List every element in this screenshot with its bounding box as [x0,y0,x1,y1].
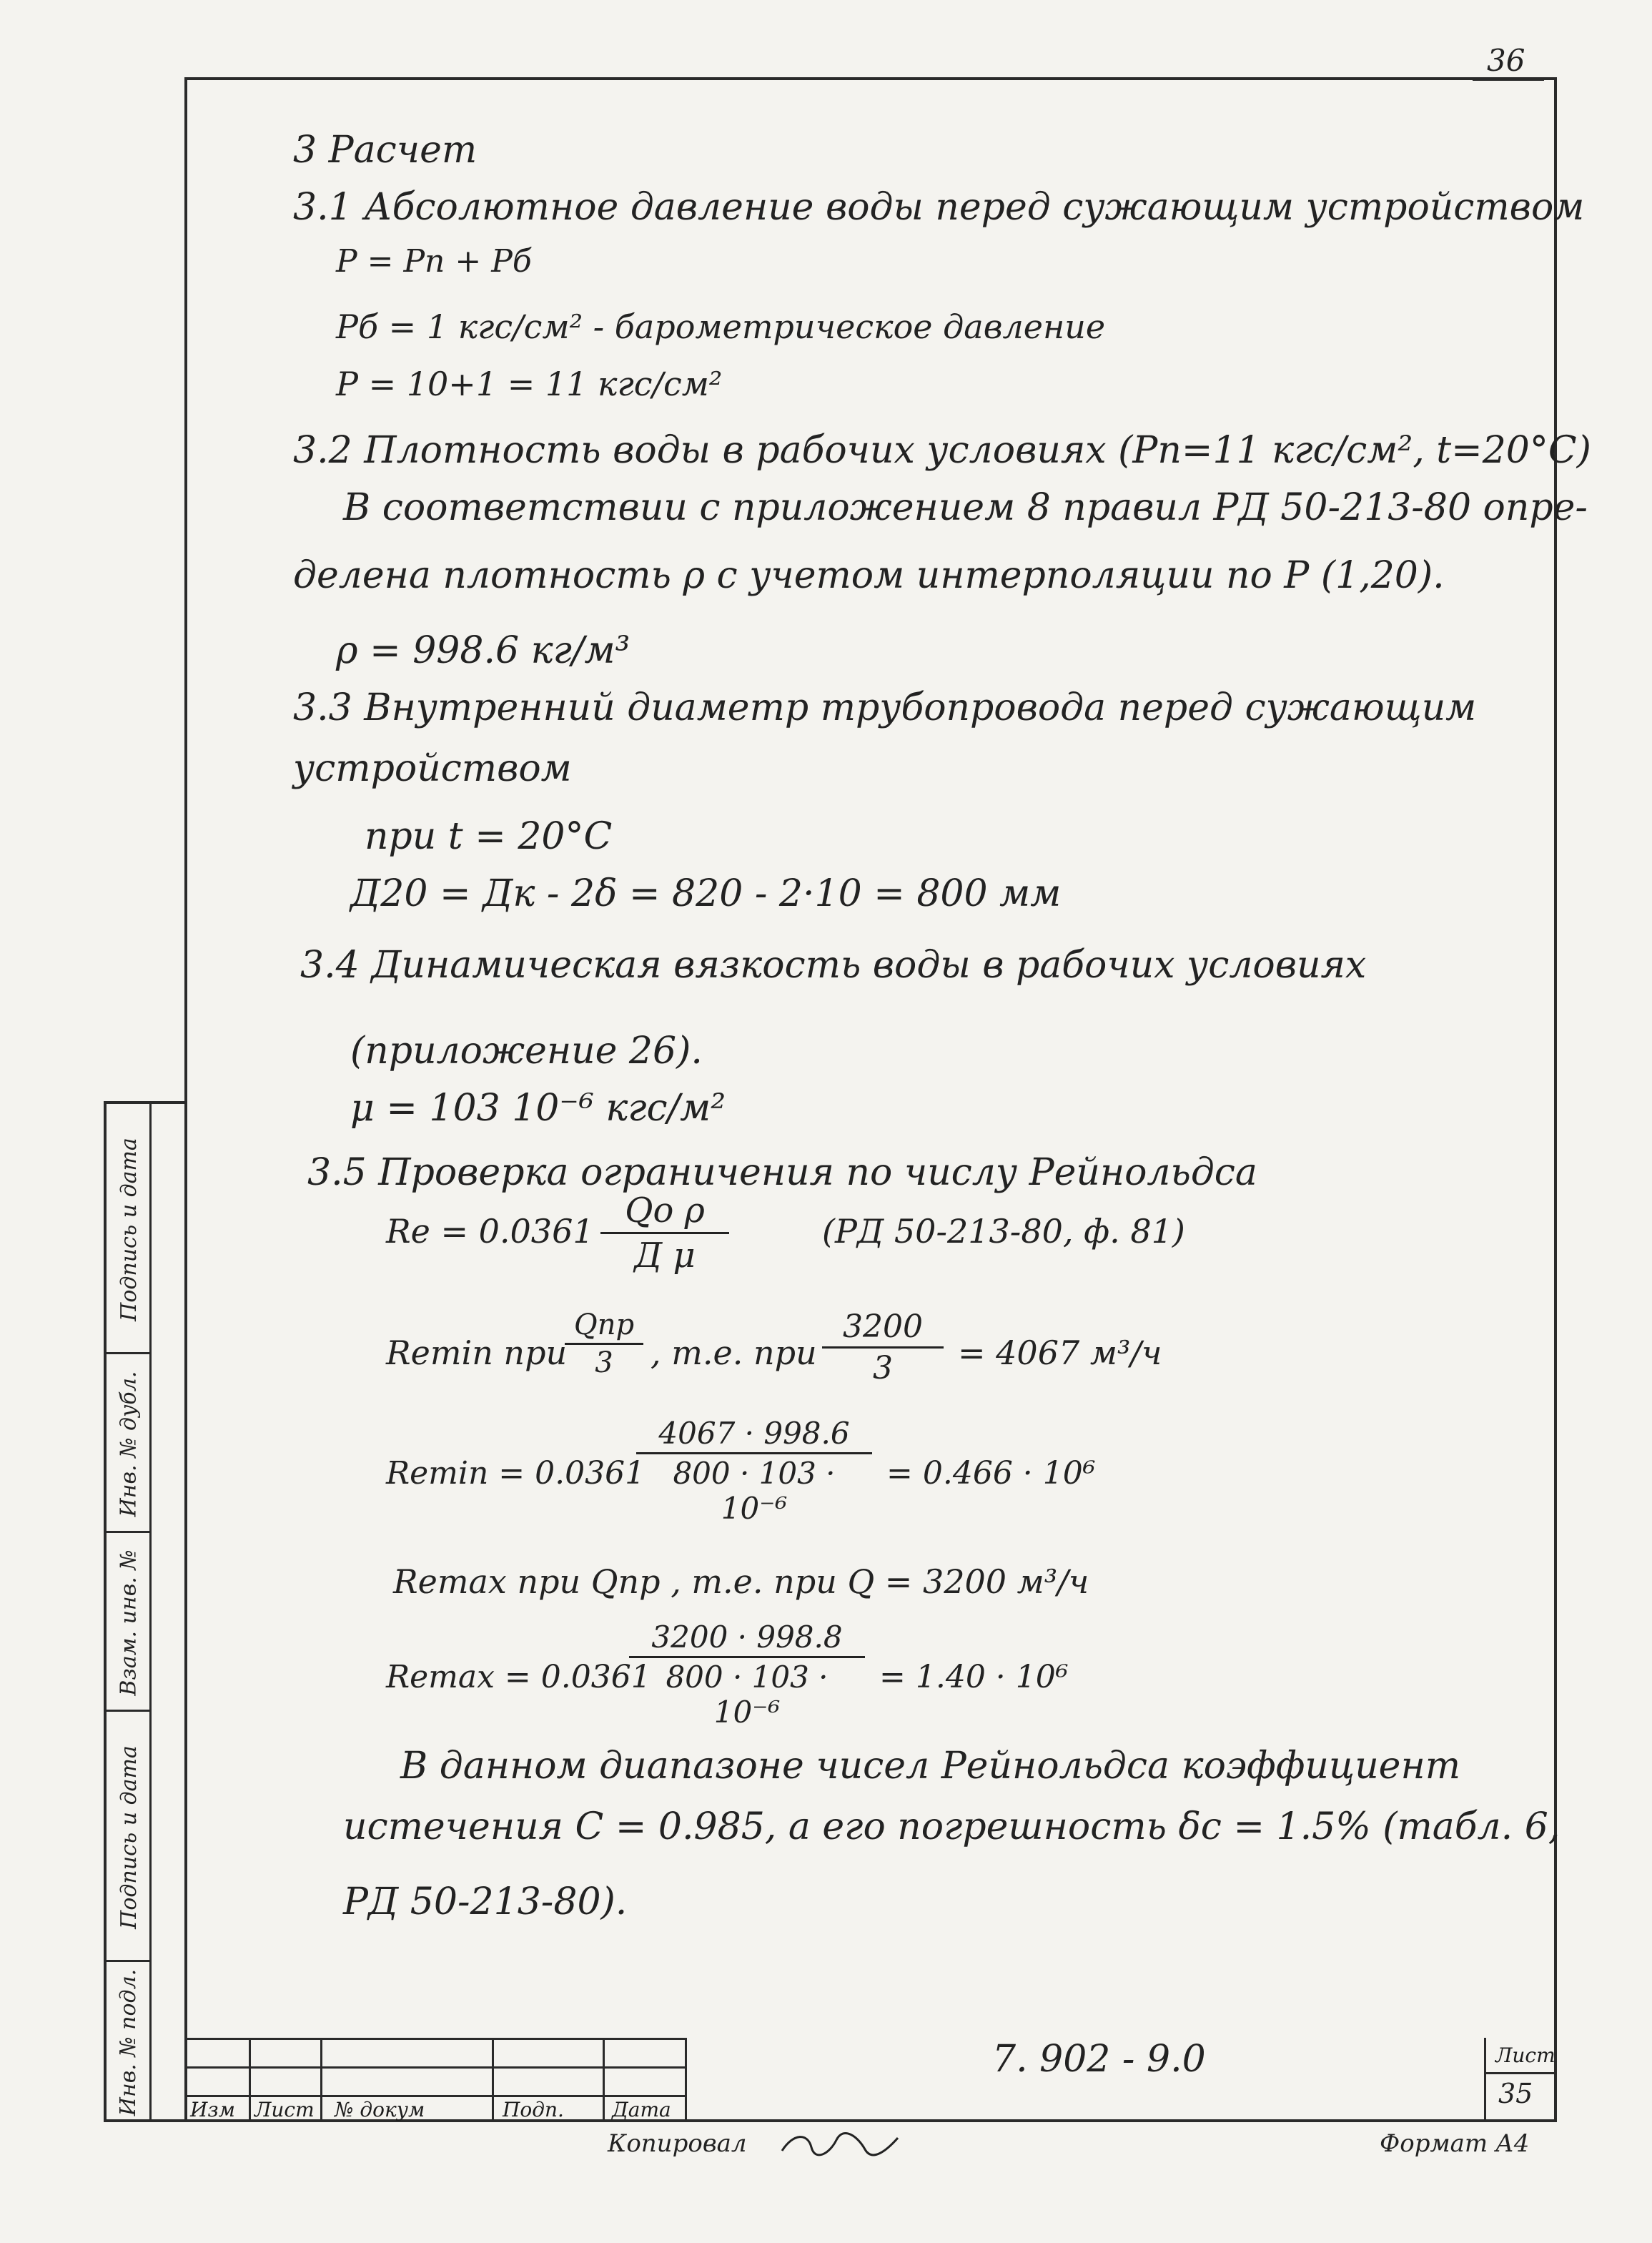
remin-cond-c: = 4067 м³/ч [958,1334,1162,1372]
s32-text-1: В соответствии с приложением 8 правил РД 50-213-80 опре- [343,486,1588,529]
conclusion-1: В данном диапазоне чисел Рейнольдса коэффициент [400,1745,1461,1788]
binding-strip [104,1101,184,2122]
remin-cond-num-1: Qпр [573,1308,635,1341]
title-block-col-4 [603,2038,605,2122]
remax-numerator: 3200 · 998.8 [651,1620,843,1655]
title-block-header-rule [184,2095,685,2097]
remax-denominator: 800 · 103 · 10⁻⁶ [666,1660,829,1730]
fraction-bar [600,1232,729,1234]
re-numerator: Qо ρ [625,1190,705,1231]
s32-text-2: делена плотность ρ с учетом интерполяции по P (1,20). [293,554,1445,597]
title-block-col-2 [320,2038,322,2122]
remin-cond-frac-1 [565,1308,643,1379]
remax-result: = 1.40 · 10⁶ [879,1659,1069,1695]
remax-lhs: Remax = 0.0361 [386,1659,651,1695]
s31-formula-1: P = Pп + Pб [336,243,532,280]
s32-formula: ρ = 998.6 кг/м³ [336,629,630,672]
remin-lhs: Remin = 0.0361 [386,1455,646,1492]
fraction-bar [629,1656,865,1658]
strip-label-3: Взам. инв. № [116,1549,142,1696]
s31-formula-2: Pб = 1 кгс/см² - барометрическое давление [336,307,1106,346]
s34-text: (приложение 26). [350,1030,703,1073]
title-block-sheet-rule [1484,2072,1557,2074]
strip-label-4: Подпись и дата [116,1745,142,1929]
strip-label-5: Инв. № подл. [116,1968,142,2116]
title-block-col-3 [492,2038,494,2122]
s34-title: 3.4 Динамическая вязкость воды в рабочих условиях [300,944,1367,987]
title-block-header-sign: Подп. [503,2098,564,2121]
re-formula-fraction [600,1190,729,1276]
re-formula-lhs: Re = 0.0361 [386,1212,594,1251]
s33-title-2: устройством [293,747,572,790]
document-code: 7. 902 - 9.0 [992,2038,1206,2081]
conclusion-2: истечения C = 0.985, а его погрешность δc = 1.5% (табл. 6, [343,1805,1561,1848]
s33-formula-1: при t = 20°C [365,815,613,858]
fraction-bar [822,1346,944,1349]
s32-title: 3.2 Плотность воды в рабочих условиях (Pп=11 кгс/см², t=20°C) [293,429,1591,472]
s31-title: 3.1 Абсолютное давление воды перед сужающим устройством [293,186,1585,229]
s31-formula-3: P = 10+1 = 11 кгс/см² [336,365,723,403]
title-block-header-date: Дата [612,2098,671,2121]
copied-by: Копировал [608,2129,747,2158]
remin-cond-den-2: 3 [873,1350,893,1386]
title-block-sheet-col [1484,2038,1486,2122]
s34-formula: μ = 103 10⁻⁶ кгс/м² [350,1087,726,1130]
remin-cond-a: Remin при [386,1334,568,1372]
remin-fraction [636,1416,872,1526]
remin-cond-den-1: 3 [595,1346,613,1379]
sheet-label: Лист [1495,2044,1555,2067]
remin-numerator: 4067 · 998.6 [658,1416,850,1451]
re-denominator: Д μ [634,1236,696,1276]
re-formula-ref: (РД 50-213-80, ф. 81) [822,1212,1185,1251]
remin-cond-num-2: 3200 [843,1308,923,1345]
title-block-row-rule [184,2066,685,2069]
title-block-header-izm: Изм [190,2098,235,2121]
title-block [184,2038,1557,2122]
remax-fraction [629,1620,865,1730]
title-block-col-1 [249,2038,251,2122]
remin-denominator: 800 · 103 · 10⁻⁶ [673,1456,836,1526]
format-label: Формат А4 [1380,2129,1530,2158]
title-block-top-rule [184,2038,685,2040]
strip-label-2: Инв. № дубл. [116,1371,142,1517]
title-block-header-list: Лист [254,2098,315,2121]
sheet-number: 35 [1498,2078,1533,2109]
strip-label-1: Подпись и дата [116,1137,142,1321]
copied-by-signature [779,2129,901,2158]
fraction-bar [636,1452,872,1454]
conclusion-3: РД 50-213-80). [343,1880,628,1923]
remin-cond-frac-2 [822,1308,944,1386]
page-number: 36 [1487,43,1525,78]
s33-title: 3.3 Внутренний диаметр трубопровода перед сужающим [293,686,1477,729]
remin-result: = 0.466 · 10⁶ [886,1455,1096,1492]
s35-title: 3.5 Проверка ограничения по числу Рейнольдса [307,1151,1257,1194]
title-block-col-5 [685,2038,687,2122]
fraction-bar [565,1343,643,1345]
title-block-header-doc: № докум [335,2098,425,2121]
s33-formula-2: Д20 = Дк - 2δ = 820 - 2·10 = 800 мм [350,872,1062,915]
remax-cond: Remax при Qпр , т.е. при Q = 3200 м³/ч [393,1562,1089,1601]
remin-cond-b: , т.е. при [651,1334,817,1372]
strip-divider [149,1104,152,2119]
heading: 3 Расчет [293,129,478,172]
